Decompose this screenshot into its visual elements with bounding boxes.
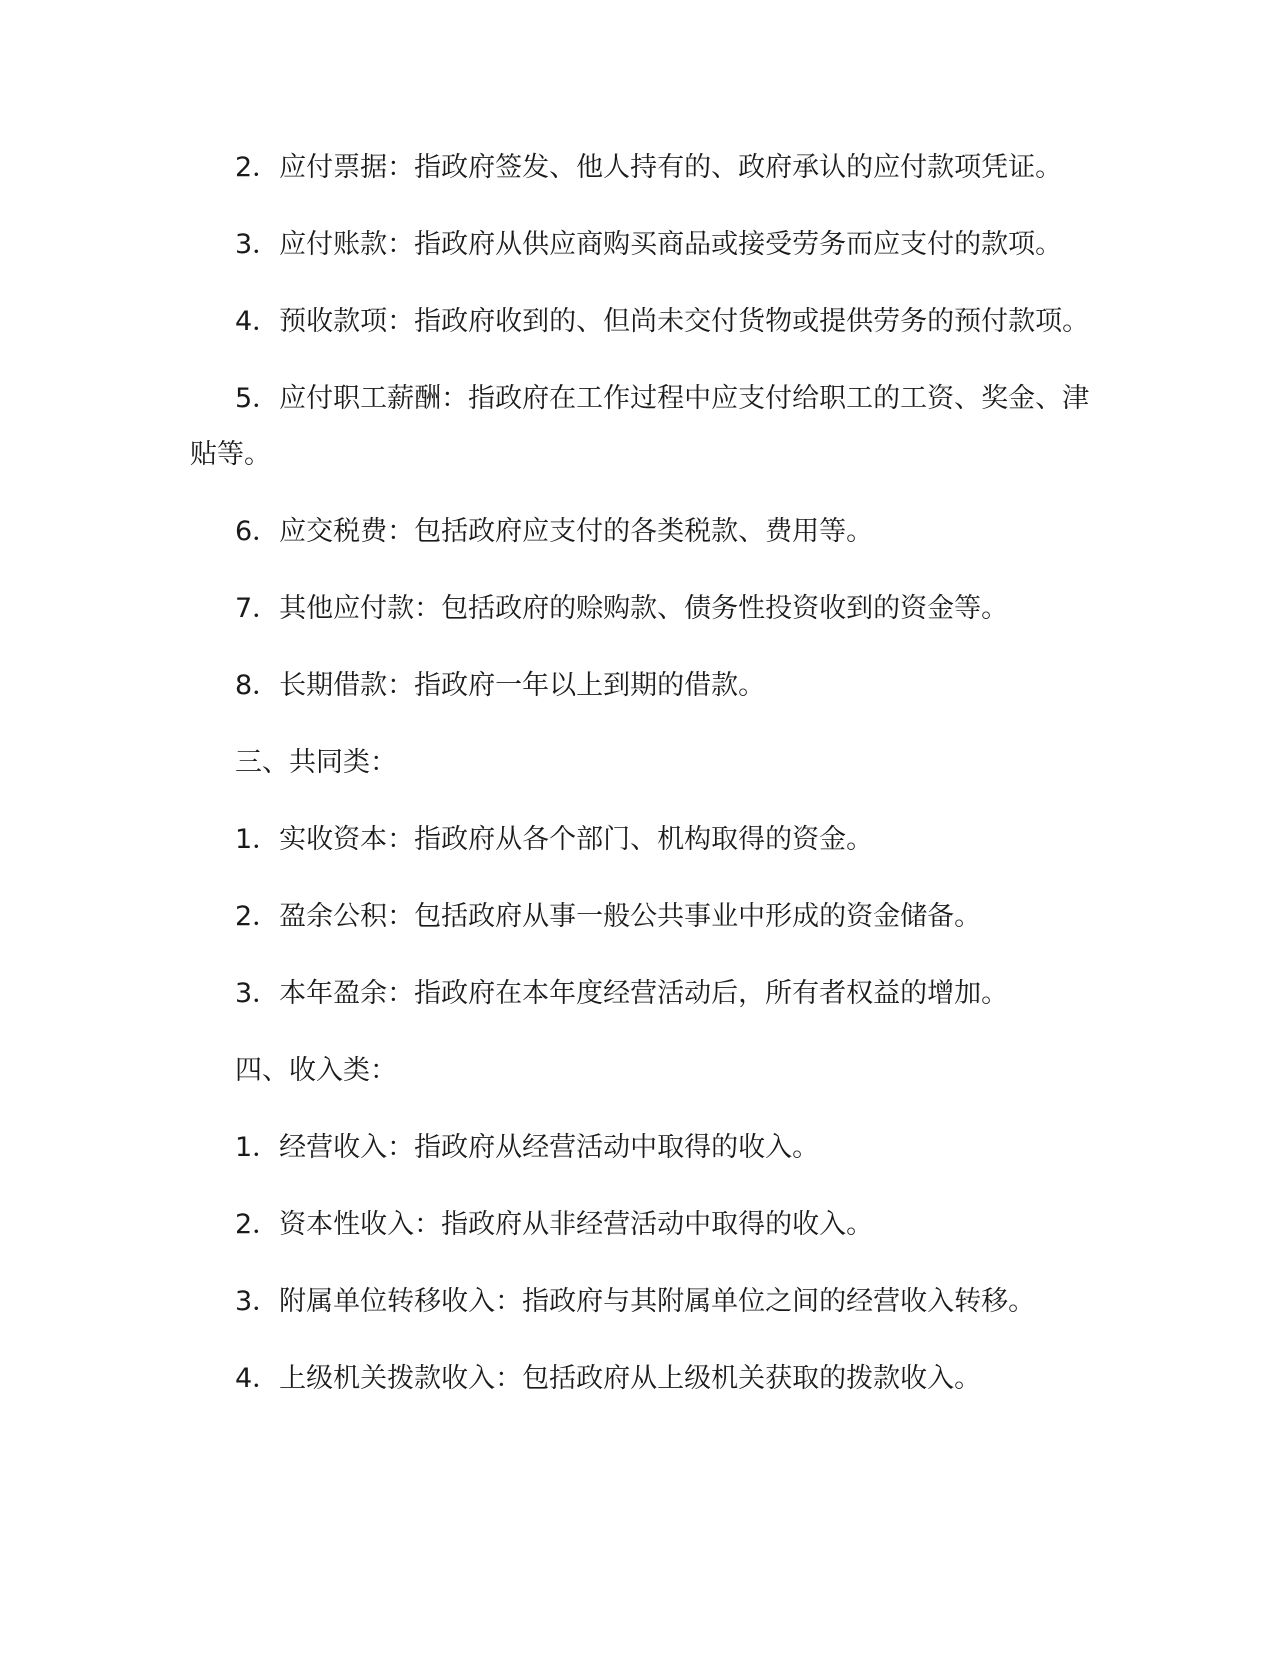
paragraph-capital-income: 2．资本性收入：指政府从非经营活动中取得的收入。 bbox=[235, 1209, 874, 1240]
paragraph-affiliate-transfer-income: 3．附属单位转移收入：指政府与其附属单位之间的经营收入转移。 bbox=[235, 1286, 1036, 1317]
paragraph-advance-receipts: 4．预收款项：指政府收到的、但尚未交付货物或提供劳务的预付款项。 bbox=[235, 306, 1090, 337]
paragraph-operating-income: 1．经营收入：指政府从经营活动中取得的收入。 bbox=[235, 1132, 820, 1163]
document-body bbox=[190, 140, 1095, 1428]
paragraph-other-payables: 7．其他应付款：包括政府的赊购款、债务性投资收到的资金等。 bbox=[235, 593, 1009, 624]
paragraph-notes-payable: 2．应付票据：指政府签发、他人持有的、政府承认的应付款项凭证。 bbox=[235, 152, 1063, 183]
paragraph-long-term-loans: 8．长期借款：指政府一年以上到期的借款。 bbox=[235, 670, 766, 701]
paragraph-accounts-payable: 3．应付账款：指政府从供应商购买商品或接受劳务而应支付的款项。 bbox=[235, 229, 1063, 260]
paragraph-superior-allocation-income: 4．上级机关拨款收入：包括政府从上级机关获取的拨款收入。 bbox=[235, 1363, 982, 1394]
section-heading-income: 四、收入类： bbox=[235, 1055, 397, 1086]
paragraph-taxes-payable: 6．应交税费：包括政府应支付的各类税款、费用等。 bbox=[235, 516, 874, 547]
section-heading-common: 三、共同类： bbox=[235, 747, 397, 778]
paragraph-surplus-reserve: 2．盈余公积：包括政府从事一般公共事业中形成的资金储备。 bbox=[235, 901, 982, 932]
paragraph-payroll-payable: 5．应付职工薪酬：指政府在工作过程中应支付给职工的工资、奖金、津贴等。 bbox=[190, 383, 1090, 470]
paragraph-paid-in-capital: 1．实收资本：指政府从各个部门、机构取得的资金。 bbox=[235, 824, 874, 855]
paragraph-current-year-surplus: 3．本年盈余：指政府在本年度经营活动后，所有者权益的增加。 bbox=[235, 978, 1009, 1009]
